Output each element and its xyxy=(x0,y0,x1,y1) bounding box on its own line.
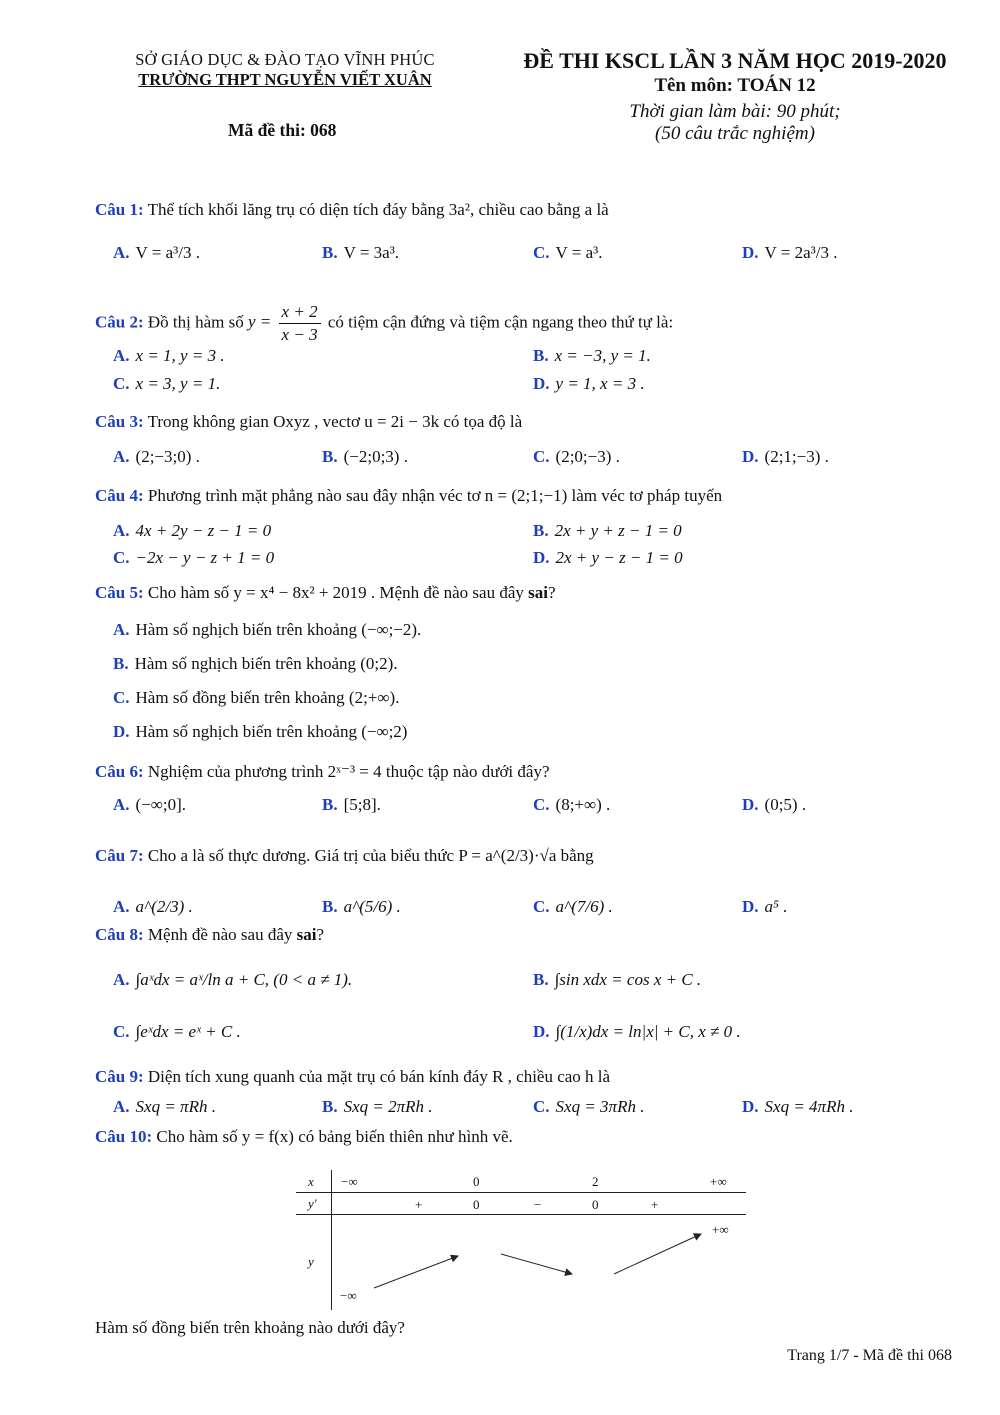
option-d[interactable]: D. Hàm số nghịch biến trên khoảng (−∞;2) xyxy=(113,722,408,741)
option-a[interactable]: A. Hàm số nghịch biến trên khoảng (−∞;−2). xyxy=(113,620,422,639)
question-label: Câu 4: xyxy=(95,486,144,505)
option-text: (8;+∞) . xyxy=(555,795,611,814)
x-value: −∞ xyxy=(341,1174,358,1189)
option-a[interactable]: A. (2;−3;0) . xyxy=(113,447,200,466)
yprime-zero: 0 xyxy=(592,1197,599,1212)
option-d[interactable]: D. (0;5) . xyxy=(742,795,807,814)
option-c[interactable]: C. (2;0;−3) . xyxy=(533,447,620,466)
question-text: Cho a là số thực dương. Giá trị của biểu thức P = a^(2/3)·√a bằng xyxy=(147,846,594,865)
option-text: (2;0;−3) . xyxy=(555,447,620,466)
option-c[interactable]: C. (8;+∞) . xyxy=(533,795,611,814)
arrow-up xyxy=(614,1234,701,1274)
option-b[interactable]: B. V = 3a³. xyxy=(322,243,400,262)
question-count: (50 câu trắc nghiệm) xyxy=(655,123,815,144)
variation-arrows xyxy=(296,1170,746,1310)
yprime-label: y′ xyxy=(308,1196,317,1211)
option-a[interactable]: A. V = a³/3 . xyxy=(113,243,200,262)
school-name: TRƯỜNG THPT NGUYỄN VIẾT XUÂN xyxy=(138,70,432,89)
option-a[interactable]: A. ∫aˣdx = aˣ/ln a + C, (0 < a ≠ 1). xyxy=(113,970,353,989)
question-3 xyxy=(95,412,522,432)
subject: Tên môn: TOÁN 12 xyxy=(654,75,816,96)
option-b[interactable]: B. Sxq = 2πRh . xyxy=(322,1097,433,1116)
question-label: Câu 2: xyxy=(95,312,144,332)
question-text: Trong không gian Oxyz , vectơ u = 2i − 3k có tọa độ là xyxy=(147,412,523,431)
header-left xyxy=(95,50,475,90)
question-label: Câu 5: xyxy=(95,583,144,602)
option-text: Sxq = πRh . xyxy=(135,1097,216,1116)
question-9 xyxy=(95,1067,610,1087)
emphasis-word: sai xyxy=(296,925,317,944)
x-label: x xyxy=(308,1174,314,1189)
yprime-sign: − xyxy=(534,1197,542,1212)
question-label: Câu 6: xyxy=(95,762,144,781)
header-right xyxy=(500,48,970,145)
option-text: Hàm số nghịch biến trên khoảng (0;2). xyxy=(134,654,398,673)
option-d[interactable]: D. ∫(1/x)dx = ln|x| + C, x ≠ 0 . xyxy=(533,1022,741,1041)
option-b[interactable]: B. x = −3, y = 1. xyxy=(533,346,651,365)
y-bottom-value: −∞ xyxy=(340,1288,357,1303)
page-footer: Trang 1/7 - Mã đề thi 068 xyxy=(787,1347,952,1364)
option-c[interactable]: C. ∫eˣdx = eˣ + C . xyxy=(113,1022,241,1041)
option-text: x = 3, y = 1. xyxy=(135,374,221,393)
y-label: y xyxy=(308,1254,314,1269)
option-text: a^(7/6) . xyxy=(555,897,613,916)
question-text: Đồ thị hàm số xyxy=(147,312,244,332)
department-name: SỞ GIÁO DỤC & ĐÀO TẠO VĨNH PHÚC xyxy=(135,50,435,69)
question-label: Câu 9: xyxy=(95,1067,144,1086)
option-a[interactable]: A. (−∞;0]. xyxy=(113,795,187,814)
option-text: a^(2/3) . xyxy=(135,897,193,916)
option-b[interactable]: B. Hàm số nghịch biến trên khoảng (0;2). xyxy=(113,654,398,673)
question-label: Câu 1: xyxy=(95,200,144,219)
option-text: V = a³/3 . xyxy=(135,243,200,262)
option-c[interactable]: C. x = 3, y = 1. xyxy=(113,374,221,393)
option-b[interactable]: B. a^(5/6) . xyxy=(322,897,401,916)
option-text: −2x − y − z + 1 = 0 xyxy=(135,548,275,567)
option-d[interactable]: D. (2;1;−3) . xyxy=(742,447,829,466)
option-text: (2;−3;0) . xyxy=(135,447,200,466)
option-text: a⁵ . xyxy=(764,897,788,916)
question-text: Cho hàm số y = x⁴ − 8x² + 2019 . Mệnh đề nào sau đây xyxy=(147,583,524,602)
x-value: 0 xyxy=(473,1174,480,1189)
option-text: ∫eˣdx = eˣ + C . xyxy=(135,1022,241,1041)
option-text: Hàm số nghịch biến trên khoảng (−∞;2) xyxy=(135,722,408,741)
emphasis-word: sai xyxy=(528,583,548,602)
question-1 xyxy=(95,200,609,220)
option-text: 4x + 2y − z − 1 = 0 xyxy=(135,521,272,540)
option-text: y = 1, x = 3 . xyxy=(555,374,645,393)
question-10-followup: Hàm số đồng biến trên khoảng nào dưới đây? xyxy=(95,1318,405,1337)
option-c[interactable]: C. Hàm số đồng biến trên khoảng (2;+∞). xyxy=(113,688,400,707)
option-text: V = a³. xyxy=(555,243,603,262)
question-label: Câu 10: xyxy=(95,1127,153,1146)
option-text: Sxq = 2πRh . xyxy=(343,1097,433,1116)
x-value: +∞ xyxy=(710,1174,727,1189)
option-c[interactable]: C. −2x − y − z + 1 = 0 xyxy=(113,548,275,567)
option-text: ∫(1/x)dx = ln|x| + C, x ≠ 0 . xyxy=(555,1022,741,1041)
question-text: Cho hàm số y = f(x) có bảng biến thiên như hình vẽ. xyxy=(156,1127,513,1146)
option-text: [5;8]. xyxy=(343,795,381,814)
option-text: V = 3a³. xyxy=(343,243,400,262)
option-text: 2x + y − z − 1 = 0 xyxy=(555,548,683,567)
option-b[interactable]: B. ∫sin xdx = cos x + C . xyxy=(533,970,702,989)
exam-title: ĐỀ THI KSCL LẦN 3 NĂM HỌC 2019-2020 xyxy=(523,48,947,73)
option-text: ∫sin xdx = cos x + C . xyxy=(554,970,702,989)
question-text: Thể tích khối lăng trụ có diện tích đáy bằng 3a², chiều cao bằng a là xyxy=(147,200,609,219)
option-d[interactable]: D. 2x + y − z − 1 = 0 xyxy=(533,548,683,567)
time-limit: Thời gian làm bài: 90 phút; xyxy=(629,101,841,122)
option-c[interactable]: C. Sxq = 3πRh . xyxy=(533,1097,645,1116)
option-a[interactable]: A. Sxq = πRh . xyxy=(113,1097,216,1116)
option-text: (−∞;0]. xyxy=(135,795,187,814)
x-value: 2 xyxy=(592,1174,599,1189)
yprime-sign: + xyxy=(415,1197,423,1212)
option-a[interactable]: A. a^(2/3) . xyxy=(113,897,193,916)
question-text: Diện tích xung quanh của mặt trụ có bán kính đáy R , chiều cao h là xyxy=(147,1067,611,1086)
option-text: ∫aˣdx = aˣ/ln a + C, (0 < a ≠ 1). xyxy=(135,970,353,989)
option-text: (2;1;−3) . xyxy=(764,447,829,466)
question-5 xyxy=(95,583,556,603)
question-text: Mệnh đề nào sau đây xyxy=(147,925,293,944)
option-d[interactable]: D. V = 2a³/3 . xyxy=(742,243,838,262)
option-c[interactable]: C. V = a³. xyxy=(533,243,603,262)
option-text: (−2;0;3) . xyxy=(343,447,408,466)
option-b[interactable]: B. 2x + y + z − 1 = 0 xyxy=(533,521,682,540)
question-2 xyxy=(95,301,673,346)
arrow-down xyxy=(501,1254,572,1274)
option-d[interactable]: D. y = 1, x = 3 . xyxy=(533,374,645,393)
question-text: Phương trình mặt phẳng nào sau đây nhận véc tơ n = (2;1;−1) làm véc tơ pháp tuyến xyxy=(147,486,723,505)
option-text: a^(5/6) . xyxy=(343,897,401,916)
yprime-zero: 0 xyxy=(473,1197,480,1212)
option-text: x = 1, y = 3 . xyxy=(135,346,225,365)
yprime-sign: + xyxy=(651,1197,659,1212)
y-top-value: +∞ xyxy=(712,1222,729,1237)
option-text: Hàm số đồng biến trên khoảng (2;+∞). xyxy=(135,688,400,707)
exam-code: Mã đề thi: 068 xyxy=(228,120,337,140)
question-text: Nghiệm của phương trình 2ˣ⁻³ = 4 thuộc tập nào dưới đây? xyxy=(147,762,550,781)
option-a[interactable]: A. 4x + 2y − z − 1 = 0 xyxy=(113,521,272,540)
question-label: Câu 8: xyxy=(95,925,144,944)
option-text: (0;5) . xyxy=(764,795,807,814)
option-d[interactable]: D. Sxq = 4πRh . xyxy=(742,1097,854,1116)
question-text-end: có tiệm cận đứng và tiệm cận ngang theo thứ tự là: xyxy=(327,312,674,332)
arrow-up xyxy=(374,1256,458,1288)
option-text: x = −3, y = 1. xyxy=(554,346,651,365)
option-text: Sxq = 3πRh . xyxy=(555,1097,645,1116)
option-text: V = 2a³/3 . xyxy=(764,243,838,262)
question-10 xyxy=(95,1127,513,1147)
question-6 xyxy=(95,762,550,782)
option-b[interactable]: B. (−2;0;3) . xyxy=(322,447,408,466)
question-7 xyxy=(95,846,594,866)
option-c[interactable]: C. a^(7/6) . xyxy=(533,897,613,916)
question-8 xyxy=(95,925,324,945)
question-label: Câu 3: xyxy=(95,412,144,431)
question-4 xyxy=(95,486,722,506)
option-text: Hàm số nghịch biến trên khoảng (−∞;−2). xyxy=(135,620,422,639)
option-b[interactable]: B. [5;8]. xyxy=(322,795,381,814)
question-mark: ? xyxy=(547,583,556,602)
option-a[interactable]: A. x = 1, y = 3 . xyxy=(113,346,225,365)
question-mark: ? xyxy=(316,925,325,944)
variation-table xyxy=(296,1170,746,1310)
option-text: Sxq = 4πRh . xyxy=(764,1097,854,1116)
question-label: Câu 7: xyxy=(95,846,144,865)
option-text: 2x + y + z − 1 = 0 xyxy=(554,521,682,540)
option-d[interactable]: D. a⁵ . xyxy=(742,897,788,916)
function-formula: y = $\frac{x + 2}{x - 3}$ xyxy=(248,312,324,331)
